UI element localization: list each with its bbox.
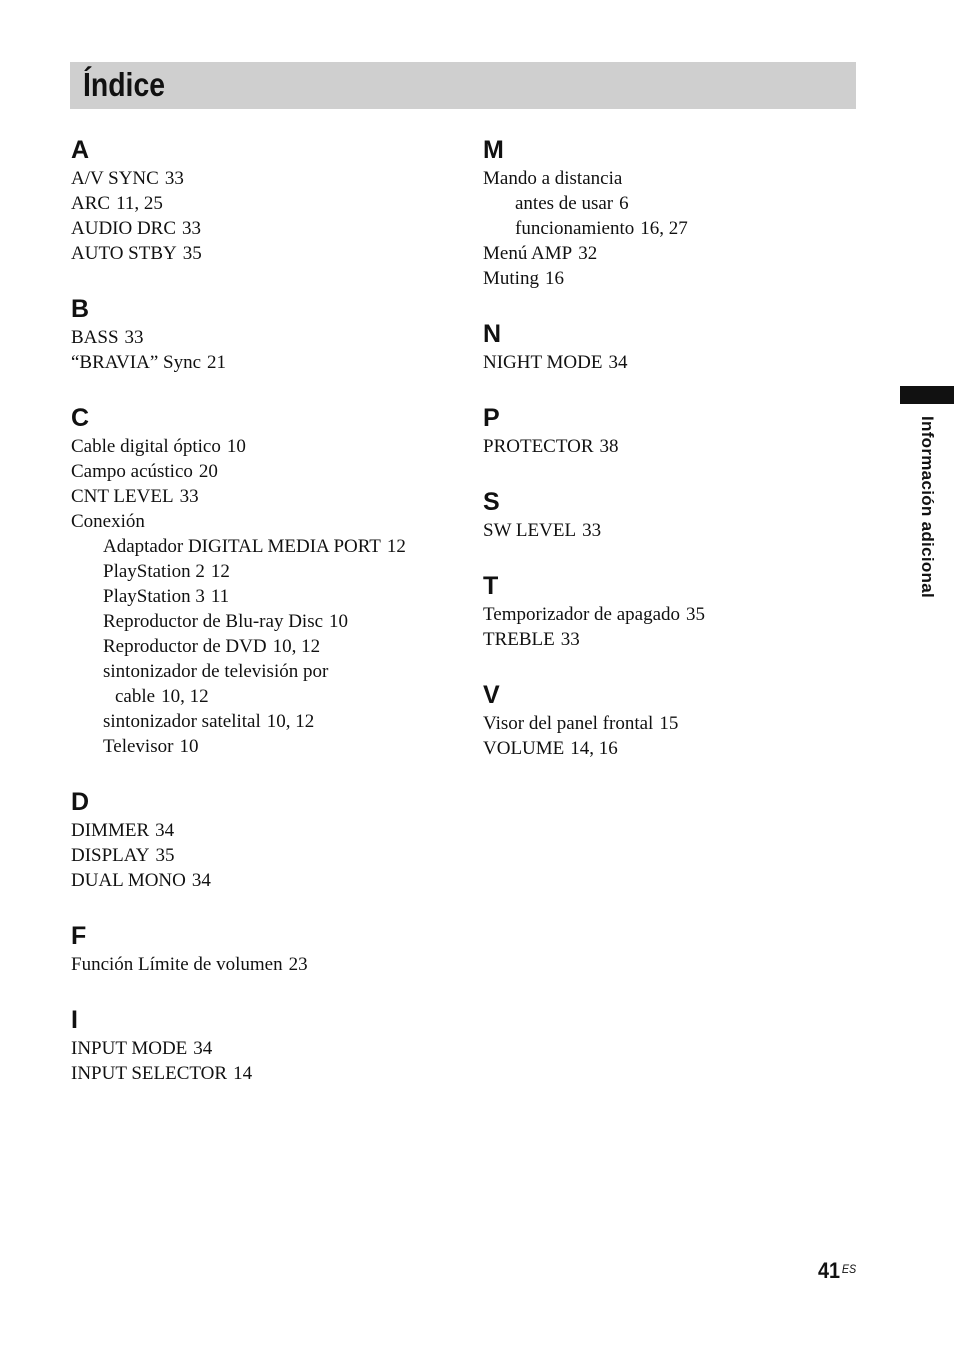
- entry-term: BASS: [71, 327, 119, 348]
- index-entry: [71, 659, 451, 684]
- entry-page-ref: 10, 12: [161, 686, 209, 707]
- index-entry: [483, 736, 863, 761]
- index-entry: [71, 684, 451, 709]
- index-entry: [483, 518, 863, 543]
- entry-page-ref: 16, 27: [640, 218, 688, 239]
- entry-term: sintonizador de televisión por: [103, 661, 329, 682]
- page-number: [818, 1258, 856, 1284]
- entry-page-ref: 10, 12: [266, 711, 315, 732]
- entry-page-ref: 11, 25: [116, 193, 163, 214]
- section-letter: I: [71, 1006, 78, 1034]
- entry-term: antes de usar: [515, 193, 614, 214]
- index-entry: [483, 350, 863, 375]
- section-letter: A: [71, 136, 90, 164]
- entry-page-ref: 33: [560, 629, 580, 650]
- entry-term: A/V SYNC: [71, 168, 159, 189]
- entry-term: NIGHT MODE: [483, 352, 603, 373]
- entry-term: INPUT MODE: [71, 1038, 188, 1059]
- index-entry: [483, 602, 863, 627]
- page-number-suffix: ES: [841, 1262, 857, 1276]
- section-letter: V: [483, 681, 500, 709]
- index-entry: [71, 241, 451, 266]
- entry-term: Temporizador de apagado: [483, 604, 681, 625]
- index-entry: [483, 166, 863, 191]
- section-letter: D: [71, 788, 90, 816]
- entry-term: Campo acústico: [71, 461, 193, 482]
- index-entry: [71, 484, 451, 509]
- entry-page-ref: 34: [191, 870, 211, 891]
- section-letter: P: [483, 404, 500, 432]
- index-section-d: [71, 786, 451, 893]
- index-entry: [71, 216, 451, 241]
- index-section-s: [483, 486, 863, 543]
- section-letter: F: [71, 922, 87, 950]
- index-entry: [483, 266, 863, 291]
- section-letter: C: [71, 404, 90, 432]
- index-section-p: [483, 402, 863, 459]
- entry-page-ref: 33: [582, 520, 602, 541]
- entry-term: PlayStation 3: [103, 586, 205, 607]
- index-entry: [71, 609, 451, 634]
- entry-term: AUTO STBY: [71, 243, 177, 264]
- entry-page-ref: 35: [155, 845, 175, 866]
- entry-term: CNT LEVEL: [71, 486, 174, 507]
- index-entry: [71, 1061, 451, 1086]
- entry-page-ref: 33: [182, 218, 202, 239]
- entry-page-ref: 12: [386, 536, 406, 557]
- entry-page-ref: 33: [164, 168, 184, 189]
- index-section-v: [483, 679, 863, 761]
- entry-term: Cable digital óptico: [71, 436, 221, 457]
- section-letter: M: [483, 136, 504, 164]
- index-section-t: [483, 570, 863, 652]
- entry-term: Muting: [483, 268, 539, 289]
- index-column-left: [71, 134, 451, 1113]
- entry-term: INPUT SELECTOR: [71, 1063, 228, 1084]
- index-entry: [71, 350, 451, 375]
- entry-term: AUDIO DRC: [71, 218, 177, 239]
- entry-term: Mando a distancia: [483, 168, 623, 189]
- index-entry: [71, 559, 451, 584]
- entry-page-ref: 34: [608, 352, 628, 373]
- page-number-value: 41: [818, 1258, 841, 1283]
- entry-page-ref: 20: [198, 461, 218, 482]
- index-section-m: [483, 134, 863, 291]
- index-entry: [71, 952, 451, 977]
- section-letter: N: [483, 320, 502, 348]
- entry-term: Función Límite de volumen: [71, 954, 283, 975]
- section-letter: S: [483, 488, 500, 516]
- entry-page-ref: 33: [179, 486, 199, 507]
- index-section-c: [71, 402, 451, 759]
- entry-term: Adaptador DIGITAL MEDIA PORT: [103, 536, 381, 557]
- entry-term: Conexión: [71, 511, 145, 532]
- index-entry: [483, 241, 863, 266]
- index-entry: [71, 534, 451, 559]
- entry-page-ref: 10: [226, 436, 246, 457]
- entry-page-ref: 34: [155, 820, 175, 841]
- section-letter: B: [71, 295, 90, 323]
- entry-page-ref: 15: [659, 713, 679, 734]
- entry-page-ref: 33: [124, 327, 144, 348]
- entry-page-ref: 23: [288, 954, 308, 975]
- entry-page-ref: 10: [329, 611, 349, 632]
- entry-term: Menú AMP: [483, 243, 573, 264]
- index-section-i: [71, 1004, 451, 1086]
- entry-term: DUAL MONO: [71, 870, 186, 891]
- entry-page-ref: 14, 16: [570, 738, 618, 759]
- index-entry: [71, 584, 451, 609]
- entry-term: DIMMER: [71, 820, 150, 841]
- entry-page-ref: 21: [207, 352, 227, 373]
- entry-term: Visor del panel frontal: [483, 713, 654, 734]
- entry-page-ref: 34: [193, 1038, 213, 1059]
- index-section-a: [71, 134, 451, 266]
- entry-page-ref: 16: [544, 268, 564, 289]
- index-entry: [483, 216, 863, 241]
- index-entry: [71, 843, 451, 868]
- index-column-right: [483, 134, 863, 788]
- index-entry: [71, 434, 451, 459]
- entry-term: funcionamiento: [515, 218, 635, 239]
- entry-term: cable: [115, 686, 156, 707]
- entry-page-ref: 11: [210, 586, 230, 607]
- index-entry: [483, 627, 863, 652]
- index-section-f: [71, 920, 451, 977]
- entry-page-ref: 12: [210, 561, 230, 582]
- entry-term: VOLUME: [483, 738, 565, 759]
- entry-page-ref: 10: [179, 736, 199, 757]
- index-entry: [71, 818, 451, 843]
- entry-page-ref: 14: [233, 1063, 253, 1084]
- entry-page-ref: 32: [578, 243, 598, 264]
- index-entry: [71, 166, 451, 191]
- index-entry: [71, 1036, 451, 1061]
- section-side-label: Información adicional: [918, 416, 937, 598]
- index-entry: [71, 509, 451, 534]
- entry-term: Reproductor de Blu-ray Disc: [103, 611, 324, 632]
- section-letter: T: [483, 572, 499, 600]
- index-entry: [71, 634, 451, 659]
- entry-page-ref: 6: [619, 193, 629, 214]
- index-entry: [71, 868, 451, 893]
- entry-term: Reproductor de DVD: [103, 636, 267, 657]
- section-tab-marker: [900, 386, 954, 404]
- entry-page-ref: 10, 12: [272, 636, 321, 657]
- entry-term: SW LEVEL: [483, 520, 577, 541]
- index-entry: [483, 191, 863, 216]
- index-entry: [71, 191, 451, 216]
- index-entry: [71, 459, 451, 484]
- entry-page-ref: 35: [686, 604, 706, 625]
- index-entry: [483, 434, 863, 459]
- entry-term: “BRAVIA” Sync: [71, 352, 202, 373]
- entry-term: ARC: [71, 193, 111, 214]
- entry-term: PlayStation 2: [103, 561, 205, 582]
- entry-term: PROTECTOR: [483, 436, 594, 457]
- index-entry: [71, 709, 451, 734]
- index-entry: [71, 325, 451, 350]
- index-entry: [483, 711, 863, 736]
- entry-term: DISPLAY: [71, 845, 150, 866]
- entry-term: sintonizador satelital: [103, 711, 261, 732]
- entry-term: Televisor: [103, 736, 174, 757]
- title-bar: [70, 62, 856, 109]
- index-section-n: [483, 318, 863, 375]
- entry-page-ref: 35: [182, 243, 202, 264]
- entry-page-ref: 38: [599, 436, 619, 457]
- entry-term: TREBLE: [483, 629, 555, 650]
- index-section-b: [71, 293, 451, 375]
- page-title: Índice: [83, 66, 166, 103]
- index-entry: [71, 734, 451, 759]
